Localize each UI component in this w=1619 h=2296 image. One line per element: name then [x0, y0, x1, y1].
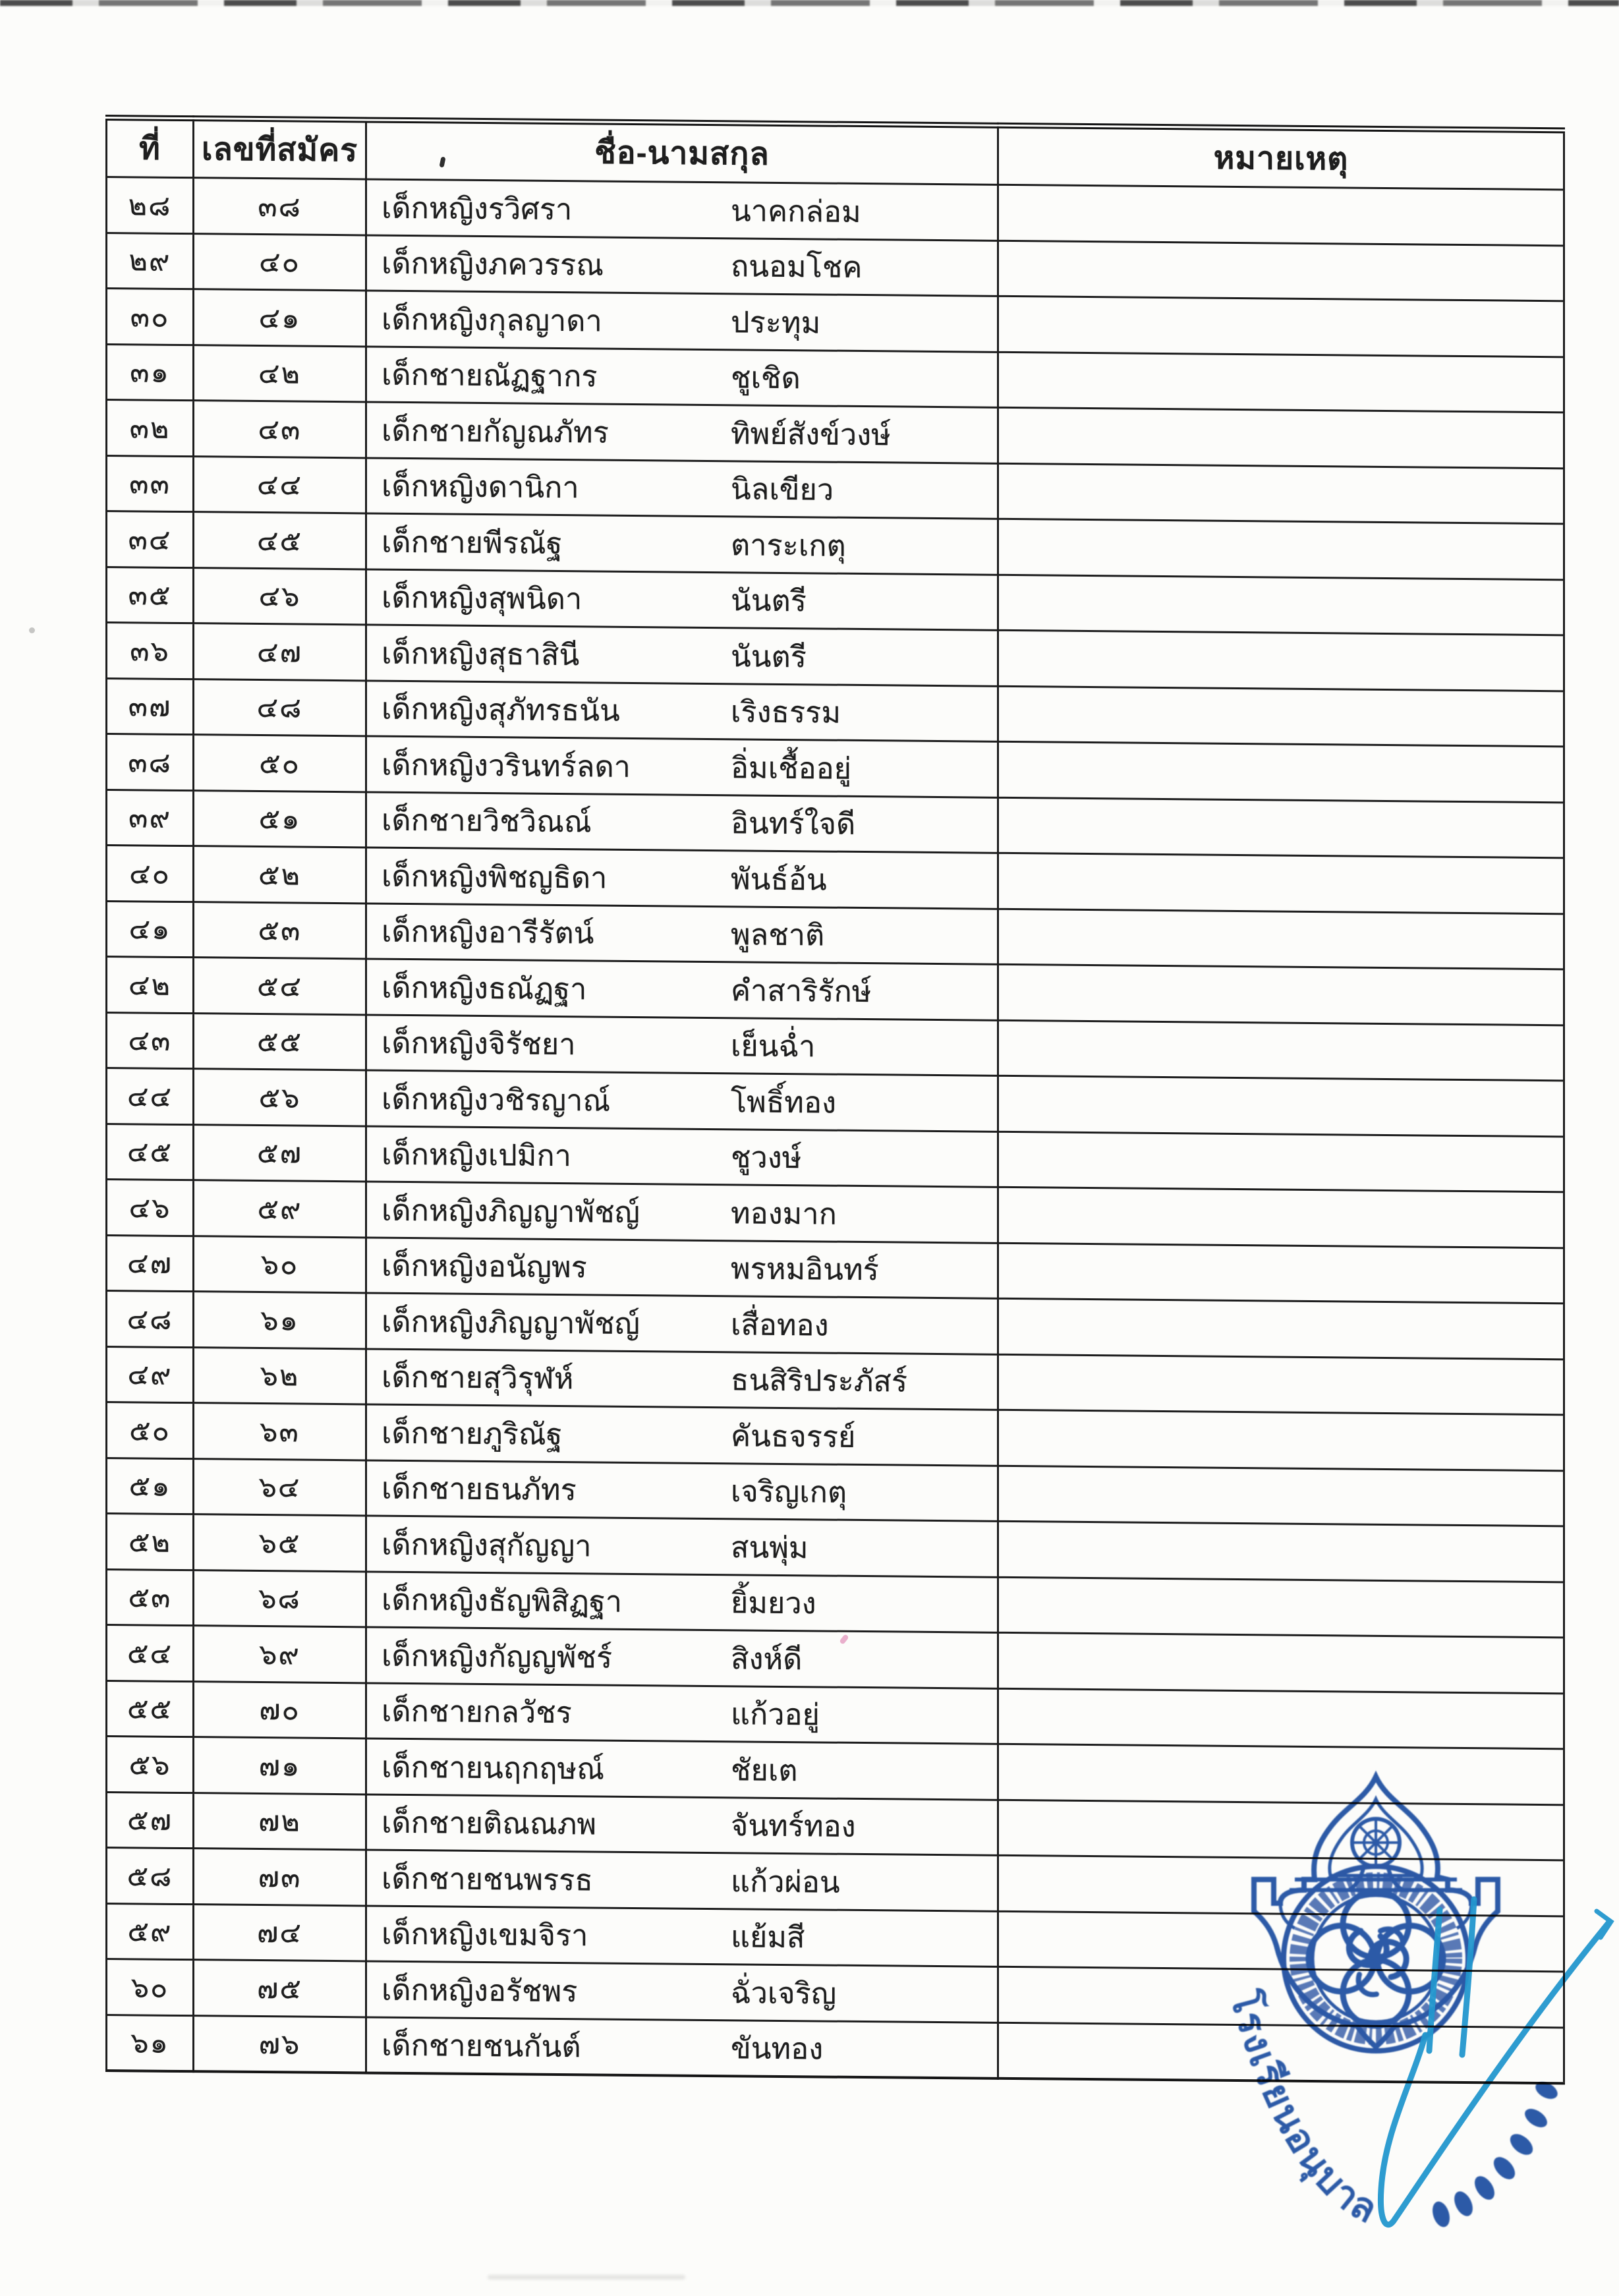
first-name: เด็กชายธนภัทร: [382, 1471, 577, 1507]
last-name: นิลเขียว: [731, 472, 834, 507]
cell-no: ๕๑: [107, 1458, 194, 1514]
cell-no: ๖๐: [107, 1959, 194, 2016]
cell-name: [366, 2017, 998, 2078]
cell-no: ๔๖: [107, 1180, 194, 1236]
first-name: เด็กหญิงกุลญาดา: [382, 302, 602, 338]
cell-no: ๓๙: [107, 789, 194, 846]
cell-name: [366, 1293, 998, 1354]
last-name: ทิพย์สังข์วงษ์: [731, 416, 891, 452]
last-name: เสื่อทอง: [731, 1307, 829, 1342]
cell-name: [366, 513, 998, 575]
last-name: ยิ้มยวง: [731, 1586, 816, 1621]
cell-remark: [998, 1187, 1564, 1248]
last-name: เจริญเกตุ: [731, 1474, 847, 1510]
cell-application-number: ๕๙: [194, 1180, 366, 1238]
cell-no: ๓๘: [107, 734, 194, 791]
first-name: เด็กชายกัญณภัทร: [382, 413, 609, 449]
last-name: ชัยเต: [731, 1753, 798, 1787]
cell-remark: [998, 1298, 1564, 1359]
cell-remark: [998, 630, 1564, 691]
last-name: ชูวงษ์: [731, 1140, 802, 1175]
applicant-roster-sheet: [105, 115, 1563, 2084]
first-name: เด็กหญิงภควรรณ: [382, 246, 604, 282]
cell-name: [366, 1627, 998, 1688]
cell-remark: [998, 1020, 1564, 1081]
first-name: เด็กชายกลวัชร: [382, 1694, 572, 1730]
last-name: คันธจรรย์: [731, 1419, 856, 1454]
scan-artifact: [29, 627, 35, 633]
cell-no: ๔๔: [107, 1068, 194, 1125]
cell-name: [366, 1682, 998, 1744]
first-name: เด็กหญิงสุกัญญา: [382, 1527, 592, 1563]
last-name: จันทร์ทอง: [731, 1808, 856, 1844]
cell-no: ๔๑: [107, 901, 194, 958]
cell-no: ๕๖: [107, 1736, 194, 1793]
last-name: แก้วอยู่: [731, 1697, 820, 1732]
last-name: ขันทอง: [731, 2031, 824, 2066]
cell-remark: [998, 1243, 1564, 1304]
table-row: [107, 2015, 1564, 2083]
cell-application-number: ๖๑: [194, 1292, 366, 1349]
cell-name: [366, 1070, 998, 1132]
cell-application-number: ๕๐: [194, 735, 366, 792]
cell-remark: [998, 407, 1564, 468]
first-name: เด็กชายภูริณัฐ: [382, 1416, 563, 1451]
first-name: เด็กหญิงสุพนิดา: [382, 580, 582, 616]
last-name: คำสาริรักษ์: [731, 973, 872, 1008]
last-name: นาคกล่อม: [731, 194, 861, 229]
cell-remark: [998, 1410, 1564, 1470]
applicant-roster-table: [105, 115, 1565, 2084]
cell-remark: [998, 1966, 1564, 2027]
cell-remark: [998, 1800, 1564, 1860]
cell-remark: [998, 964, 1564, 1025]
cell-name: [366, 179, 998, 241]
last-name: เย็นฉ่ำ: [731, 1029, 816, 1064]
stamp-school-name: โรงเรียนอนุบาล: [1222, 1986, 1386, 2232]
cell-no: ๖๑: [107, 2015, 194, 2071]
cell-no: ๓๗: [107, 678, 194, 735]
cell-remark: [998, 797, 1564, 858]
first-name: เด็กหญิงภิญญาพัชญ์: [382, 1193, 640, 1229]
cell-application-number: ๕๑: [194, 790, 366, 847]
cell-name: [366, 402, 998, 463]
cell-remark: [998, 1744, 1564, 1804]
column-header-remark: หมายเหตุ: [998, 125, 1564, 189]
cell-remark: [998, 1354, 1564, 1415]
cell-no: ๕๙: [107, 1903, 194, 1960]
cell-remark: [998, 519, 1564, 579]
last-name: ตาระเกตุ: [731, 528, 846, 563]
last-name: อินทร์ใจดี: [731, 806, 856, 842]
cell-no: ๕๓: [107, 1569, 194, 1626]
cell-name: [366, 1516, 998, 1577]
cell-no: ๒๘: [107, 177, 194, 234]
cell-application-number: ๕๕: [194, 1013, 366, 1070]
cell-no: ๓๔: [107, 511, 194, 568]
cell-application-number: ๗๑: [194, 1737, 366, 1794]
first-name: เด็กหญิงวชิรญาณ์: [382, 1081, 611, 1118]
cell-application-number: ๖๐: [194, 1236, 366, 1293]
cell-remark: [998, 1911, 1564, 1972]
last-name: พรหมอินทร์: [731, 1251, 879, 1287]
cell-remark: [998, 1132, 1564, 1192]
cell-name: [366, 1905, 998, 1966]
cell-name: [366, 625, 998, 686]
cell-name: [366, 1182, 998, 1243]
cell-name: [366, 457, 998, 519]
cell-application-number: ๕๖: [194, 1069, 366, 1126]
cell-name: [366, 569, 998, 630]
cell-no: ๔๐: [107, 846, 194, 902]
cell-application-number: ๕๒: [194, 846, 366, 904]
cell-remark: [998, 241, 1564, 301]
cell-name: [366, 791, 998, 853]
cell-remark: [998, 741, 1564, 802]
cell-no: ๕๗: [107, 1792, 194, 1849]
cell-name: [366, 1348, 998, 1410]
cell-name: [366, 736, 998, 797]
cell-name: [366, 1014, 998, 1076]
cell-application-number: ๕๔: [194, 958, 366, 1015]
cell-name: [366, 847, 998, 909]
first-name: เด็กชายติณณภพ: [382, 1805, 597, 1841]
first-name: เด็กชายชนกันต์: [382, 2028, 581, 2064]
cell-application-number: ๗๔: [194, 1904, 366, 1961]
last-name: พูลชาติ: [731, 917, 825, 952]
cell-no: ๓๓: [107, 455, 194, 512]
cell-no: ๓๒: [107, 400, 194, 457]
first-name: เด็กชายวิชวิณณ์: [382, 803, 592, 839]
first-name: เด็กหญิงจิรัชยา: [382, 1025, 576, 1062]
cell-name: [366, 959, 998, 1020]
cell-remark: [998, 686, 1564, 747]
cell-name: [366, 1404, 998, 1466]
cell-application-number: ๗๕: [194, 1960, 366, 2017]
cell-application-number: ๖๔: [194, 1458, 366, 1516]
cell-remark: [998, 1466, 1564, 1526]
cell-name: [366, 1571, 998, 1632]
cell-application-number: ๖๒: [194, 1347, 366, 1404]
cell-application-number: ๗๖: [194, 2015, 366, 2073]
roster-body: [107, 177, 1564, 2084]
last-name: เริงธรรม: [731, 695, 841, 730]
cell-name: [366, 291, 998, 352]
column-header-name-surname: ชื่อ-นามสกุล: [366, 120, 998, 185]
cell-no: ๓๕: [107, 567, 194, 623]
cell-no: ๔๒: [107, 957, 194, 1014]
cell-name: [366, 1237, 998, 1298]
last-name: ถนอมโชค: [731, 249, 863, 285]
cell-application-number: ๔๒: [194, 345, 366, 402]
first-name: เด็กชายณัฏฐากร: [382, 357, 598, 393]
cell-remark: [998, 1688, 1564, 1749]
last-name: ฉั่วเจริญ: [731, 1976, 837, 2011]
cell-name: [366, 1794, 998, 1855]
first-name: เด็กชายชนพรรธ: [382, 1861, 593, 1897]
first-name: เด็กหญิงดานิกา: [382, 469, 579, 505]
cell-name: [366, 1460, 998, 1521]
first-name: เด็กหญิงอรัชพร: [382, 1972, 578, 2009]
first-name: เด็กหญิงอนัญพร: [382, 1248, 587, 1284]
cell-application-number: ๖๙: [194, 1626, 366, 1683]
cell-application-number: ๖๓: [194, 1403, 366, 1460]
cell-application-number: ๓๘: [194, 178, 366, 235]
cell-remark: [998, 352, 1564, 413]
column-header-application-number: เลขที่สมัคร: [194, 119, 366, 179]
last-name: พันธ์อ้น: [731, 862, 827, 897]
cell-no: ๔๘: [107, 1291, 194, 1348]
cell-application-number: ๔๕: [194, 512, 366, 569]
cell-application-number: ๕๗: [194, 1124, 366, 1182]
cell-no: ๒๙: [107, 233, 194, 289]
cell-no: ๔๓: [107, 1012, 194, 1069]
cell-no: ๔๕: [107, 1124, 194, 1180]
first-name: เด็กหญิงธณัฏฐา: [382, 970, 587, 1006]
last-name: ชูเชิด: [731, 360, 801, 395]
cell-application-number: ๖๘: [194, 1570, 366, 1627]
cell-remark: [998, 853, 1564, 913]
last-name: นันตรี: [731, 583, 807, 618]
last-name: ธนสิริประภัสร์: [731, 1363, 908, 1398]
cell-remark: [998, 1577, 1564, 1638]
cell-remark: [998, 909, 1564, 969]
first-name: เด็กหญิงภิญญาพัชญ์: [382, 1304, 640, 1340]
cell-name: [366, 903, 998, 964]
scan-edge-artifact: [0, 0, 1619, 6]
stamp-obscured-letters: [1429, 2079, 1560, 2229]
last-name: อิ่มเชื้ออยู่: [731, 751, 852, 786]
cell-application-number: ๔๘: [194, 679, 366, 736]
cell-no: ๕๔: [107, 1625, 194, 1682]
last-name: ทองมาก: [731, 1196, 837, 1231]
cell-remark: [998, 463, 1564, 524]
first-name: เด็กหญิงธัญพิสิฏฐา: [382, 1582, 623, 1619]
cell-no: ๕๒: [107, 1514, 194, 1570]
cell-remark: [998, 2023, 1564, 2083]
cell-application-number: ๕๓: [194, 902, 366, 959]
cell-application-number: ๗๐: [194, 1681, 366, 1738]
last-name: โพธิ์ทอง: [731, 1085, 836, 1120]
cell-remark: [998, 185, 1564, 245]
first-name: เด็กหญิงสุภัทรธนัน: [382, 691, 620, 728]
cell-remark: [998, 1855, 1564, 1916]
cell-name: [366, 1961, 998, 2023]
last-name: ประทุม: [731, 305, 821, 340]
first-name: เด็กหญิงวรินทร์ลดา: [382, 747, 631, 784]
first-name: เด็กหญิงเขมจิรา: [382, 1916, 588, 1953]
cell-name: [366, 1738, 998, 1800]
cell-name: [366, 680, 998, 741]
cell-no: ๔๗: [107, 1235, 194, 1292]
first-name: เด็กหญิงพิชญธิดา: [382, 859, 608, 895]
cell-no: ๓๖: [107, 623, 194, 679]
first-name: เด็กหญิงกัญญพัชร์: [382, 1638, 613, 1675]
cell-remark: [998, 1632, 1564, 1693]
last-name: แย้มสี: [731, 1920, 805, 1955]
cell-no: ๕๐: [107, 1402, 194, 1459]
cell-application-number: ๔๗: [194, 623, 366, 681]
cell-name: [366, 235, 998, 296]
last-name: นันตรี: [731, 639, 807, 674]
cell-application-number: ๖๕: [194, 1514, 366, 1572]
cell-application-number: ๔๔: [194, 456, 366, 513]
cell-application-number: ๔๖: [194, 567, 366, 625]
cell-remark: [998, 1076, 1564, 1136]
cell-application-number: ๔๑: [194, 289, 366, 347]
cell-name: [366, 1850, 998, 1911]
cell-application-number: ๔๐: [194, 233, 366, 291]
last-name: แก้วผ่อน: [731, 1864, 840, 1899]
cell-remark: [998, 575, 1564, 635]
cell-no: ๔๙: [107, 1346, 194, 1403]
first-name: เด็กหญิงสุธาสินี: [382, 636, 580, 672]
cell-no: ๓๐: [107, 289, 194, 345]
cell-application-number: ๗๓: [194, 1849, 366, 1906]
cell-application-number: ๔๓: [194, 401, 366, 458]
last-name: สนพุ่ม: [731, 1530, 809, 1565]
cell-name: [366, 346, 998, 407]
last-name: สิงห์ดี: [731, 1642, 803, 1676]
cell-application-number: ๗๒: [194, 1793, 366, 1850]
cell-no: ๓๑: [107, 344, 194, 401]
column-header-no: ที่: [107, 118, 194, 178]
cell-name: [366, 1126, 998, 1187]
first-name: เด็กหญิงอารีรัตน์: [382, 914, 594, 950]
cell-remark: [998, 296, 1564, 357]
cell-no: ๕๘: [107, 1848, 194, 1905]
first-name: เด็กหญิงเปมิกา: [382, 1137, 571, 1173]
cell-no: ๕๕: [107, 1680, 194, 1737]
first-name: เด็กชายพีรณัฐ: [382, 525, 563, 560]
scan-artifact: [488, 2275, 685, 2280]
cell-remark: [998, 1521, 1564, 1582]
first-name: เด็กชายนฤกฤษณ์: [382, 1750, 604, 1786]
first-name: เด็กชายสุวิรุฬห์: [382, 1360, 574, 1396]
first-name: เด็กหญิงรวิศรา: [382, 190, 573, 226]
